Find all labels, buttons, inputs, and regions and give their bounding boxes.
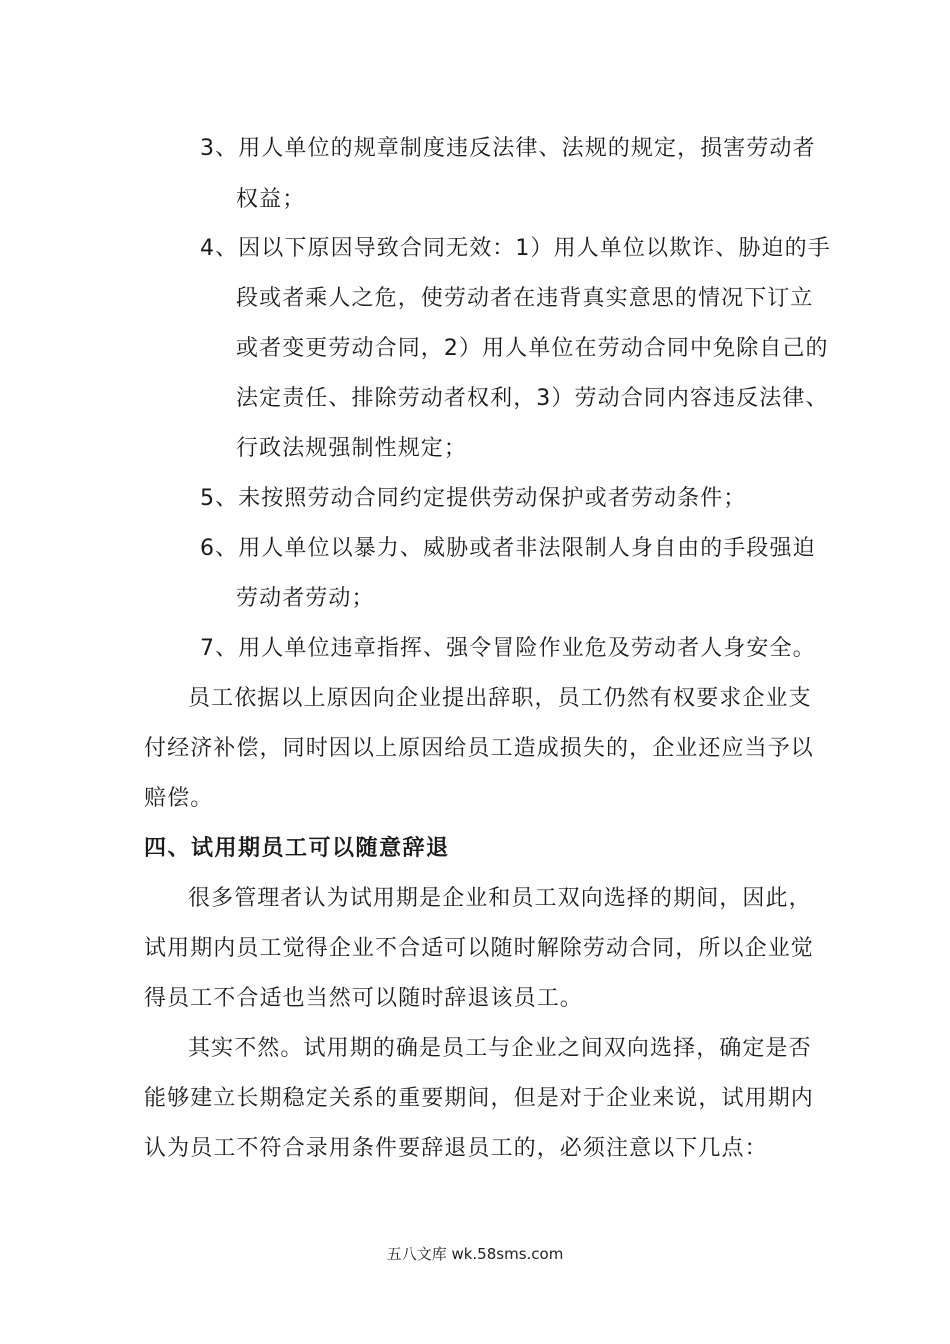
list-item-4-line-1 <box>200 234 831 264</box>
paragraph-reality-line-3 <box>144 1134 768 1164</box>
paragraph-text: 其实不然。试用期的确是员工与企业之间双向选择，确定是否 <box>188 1036 812 1061</box>
section-heading <box>144 834 450 864</box>
paragraph-text: 员工依据以上原因向企业提出辞职，员工仍然有权要求企业支 <box>188 686 812 711</box>
list-item-6-line-2 <box>236 584 375 614</box>
paragraph-reality-line-1 <box>188 1034 812 1064</box>
list-item-text: 或者变更劳动合同，2）用人单位在劳动合同中免除自己的 <box>236 336 829 361</box>
list-item-7-line-1 <box>200 634 816 664</box>
list-item-text: 法定责任、排除劳动者权利，3）劳动合同内容违反法律、 <box>236 386 829 411</box>
list-item-3-line-2 <box>236 185 305 215</box>
list-item-text: 段或者乘人之危，使劳动者在违背真实意思的情况下订立 <box>236 286 814 311</box>
list-item-text: 用人单位违章指挥、强令冒险作业危及劳动者人身安全。 <box>238 636 816 661</box>
list-item-3-line-1 <box>200 134 816 164</box>
paragraph-reality-line-2 <box>144 1084 814 1114</box>
list-item-number: 5、 <box>200 486 239 511</box>
paragraph-text: 试用期内员工觉得企业不合适可以随时解除劳动合同，所以企业觉 <box>144 936 814 961</box>
list-item-number: 7、 <box>200 636 239 661</box>
paragraph-misconception-line-2 <box>144 934 814 964</box>
list-item-4-line-4 <box>236 384 829 414</box>
list-item-number: 3、 <box>200 136 239 161</box>
list-item-5-line-1 <box>200 484 746 514</box>
list-item-6-line-1 <box>200 534 816 564</box>
list-item-text: 因以下原因导致合同无效：1）用人单位以欺诈、胁迫的手 <box>238 236 831 261</box>
list-item-text: 未按照劳动合同约定提供劳动保护或者劳动条件； <box>238 486 747 511</box>
paragraph-compensation-line-1 <box>188 684 812 714</box>
paragraph-text: 很多管理者认为试用期是企业和员工双向选择的期间，因此， <box>188 886 812 911</box>
list-item-number: 6、 <box>200 536 239 561</box>
paragraph-text: 赔偿。 <box>144 786 214 811</box>
list-item-text: 权益； <box>236 187 306 212</box>
footer-text: 五八文库 wk.58sms.com <box>386 1245 564 1263</box>
list-item-text: 劳动者劳动； <box>236 586 375 611</box>
list-item-text: 用人单位的规章制度违反法律、法规的规定，损害劳动者 <box>238 136 816 161</box>
page-footer <box>0 1244 950 1264</box>
paragraph-text: 认为员工不符合录用条件要辞退员工的，必须注意以下几点： <box>144 1136 768 1161</box>
paragraph-misconception-line-1 <box>188 884 812 914</box>
paragraph-text: 能够建立长期稳定关系的重要期间，但是对于企业来说，试用期内 <box>144 1086 814 1111</box>
list-item-4-line-3 <box>236 334 829 364</box>
paragraph-compensation-line-2 <box>144 734 814 764</box>
list-item-4-line-2 <box>236 284 814 314</box>
list-item-4-line-5 <box>236 434 467 464</box>
paragraph-text: 得员工不合适也当然可以随时辞退该员工。 <box>144 986 583 1011</box>
section-heading-text: 四、试用期员工可以随意辞退 <box>144 836 450 861</box>
list-item-number: 4、 <box>200 236 239 261</box>
paragraph-misconception-line-3 <box>144 984 583 1014</box>
paragraph-compensation-line-3 <box>144 784 213 814</box>
list-item-text: 行政法规强制性规定； <box>236 436 468 461</box>
paragraph-text: 付经济补偿，同时因以上原因给员工造成损失的，企业还应当予以 <box>144 736 814 761</box>
list-item-text: 用人单位以暴力、威胁或者非法限制人身自由的手段强迫 <box>238 536 816 561</box>
